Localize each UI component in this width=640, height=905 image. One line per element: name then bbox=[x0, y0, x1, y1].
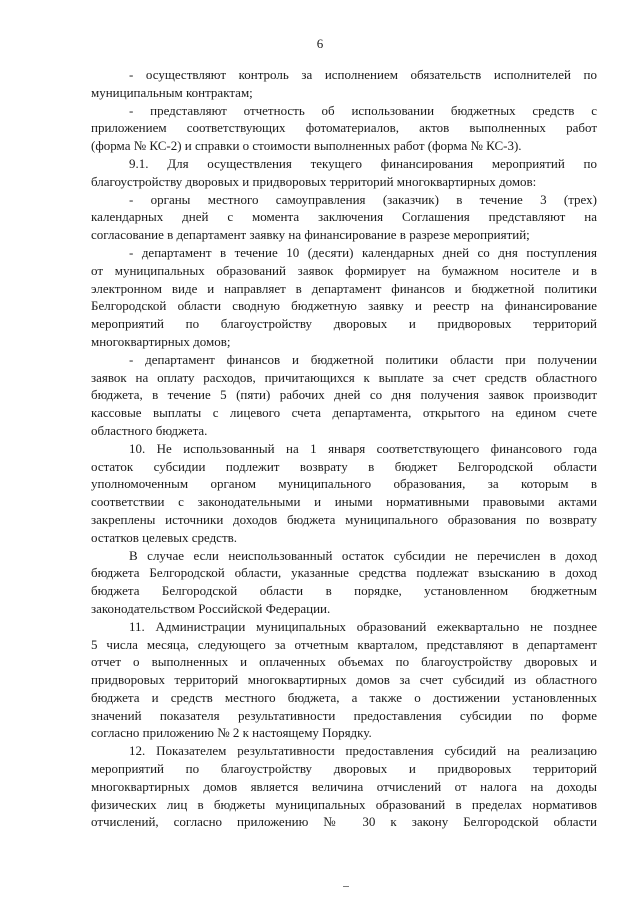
text-line: от муниципальных образований заявок формирует на бумажном носителе и в bbox=[91, 262, 597, 278]
text-line: бюджета Белгородской области в порядке, установленном бюджетным bbox=[91, 583, 597, 599]
text-line: 5 числа месяца, следующего за отчетным кварталом, представляют в департамент bbox=[91, 636, 597, 652]
text-line: остатков целевых средств. bbox=[91, 529, 238, 545]
text-line: законодательством Российской Федерации. bbox=[91, 600, 331, 616]
footer-mark bbox=[343, 886, 349, 887]
text-line: значений показателя результативности предоставления субсидии по форме bbox=[91, 707, 597, 723]
text-line: отчет о выполненных и оплаченных объемах по благоустройству дворовых и bbox=[91, 654, 597, 670]
page-number: 6 bbox=[316, 36, 324, 51]
text-line: - представляют отчетность об использовании бюджетных средств с bbox=[129, 102, 597, 118]
document-body bbox=[91, 66, 597, 831]
text-line: кассовые выплаты с лицевого счета департамента, открытого на едином счете bbox=[91, 405, 597, 421]
text-line: многоквартирных домов; bbox=[91, 333, 231, 349]
text-line: приложением соответствующих фотоматериалов, актов выполненных работ bbox=[91, 120, 597, 136]
text-line: закреплены источники доходов бюджета муниципального образования по возврату bbox=[91, 511, 597, 527]
text-line: мероприятий по благоустройству дворовых и придворовых территорий bbox=[91, 316, 597, 332]
text-line: мероприятий по благоустройству дворовых и придворовых территорий bbox=[91, 761, 597, 777]
text-line: согласование в департамент заявку на финансирование в разрезе мероприятий; bbox=[91, 227, 530, 243]
text-line: 10. Не использованный на 1 января соответствующего финансового года bbox=[129, 440, 597, 456]
text-line: бюджета и средств местного бюджета, а также о достижении установленных bbox=[91, 689, 597, 705]
text-line: согласно приложению № 2 к настоящему Порядку. bbox=[91, 725, 372, 741]
text-line: 11. Администрации муниципальных образований ежеквартально не позднее bbox=[129, 618, 597, 634]
text-line: придворовых территорий многоквартирных домов за счет субсидий из областного bbox=[91, 672, 597, 688]
text-line: остаток субсидии подлежит возврату в бюджет Белгородской области bbox=[91, 458, 597, 474]
text-line: В случае если неиспользованный остаток субсидии не перечислен в доход bbox=[129, 547, 597, 563]
text-line: (форма № КС-2) и справки о стоимости выполненных работ (форма № КС-3). bbox=[91, 138, 522, 154]
text-line: отчислений, согласно приложению № 30 к закону Белгородской области bbox=[91, 814, 597, 830]
text-line: 12. Показателем результативности предоставления субсидий на реализацию bbox=[129, 743, 597, 759]
text-line: календарных дней с момента заключения Соглашения представляют на bbox=[91, 209, 597, 225]
text-line: Белгородской области сводную бюджетную заявку и реестр на финансирование bbox=[91, 298, 597, 314]
text-line: - осуществляют контроль за исполнением обязательств исполнителей по bbox=[129, 67, 597, 82]
text-line: заявок на оплату расходов, причитающихся к выплате за счет средств областного bbox=[91, 369, 597, 385]
text-line: соответствии с законодательными и иными нормативными правовыми актами bbox=[91, 494, 597, 510]
text-line: - органы местного самоуправления (заказчик) в течение 3 (трех) bbox=[129, 191, 597, 207]
text-line: - департамент в течение 10 (десяти) календарных дней со дня поступления bbox=[129, 244, 597, 260]
text-line: бюджета Белгородской области, указанные средства подлежат взысканию в доход bbox=[91, 565, 597, 581]
text-line: областного бюджета. bbox=[91, 422, 208, 438]
text-line: благоустройству дворовых и придворовых территорий многоквартирных домов: bbox=[91, 173, 537, 189]
text-line: электронном виде и направляет в департамент финансов и бюджетной политики bbox=[91, 280, 597, 296]
text-line: физических лиц в бюджеты муниципальных образований в пределах нормативов bbox=[91, 796, 597, 812]
text-line: уполномоченным органом муниципального образования, за которым в bbox=[91, 476, 597, 492]
text-line: многоквартирных домов является величина отчислений от налога на доходы bbox=[91, 778, 597, 794]
text-line: - департамент финансов и бюджетной политики области при получении bbox=[129, 351, 597, 367]
text-line: муниципальным контрактам; bbox=[91, 84, 253, 100]
text-line: бюджета, в течение 5 (пяти) рабочих дней со дня получения заявок производит bbox=[91, 387, 597, 403]
text-line: 9.1. Для осуществления текущего финансирования мероприятий по bbox=[129, 155, 597, 171]
